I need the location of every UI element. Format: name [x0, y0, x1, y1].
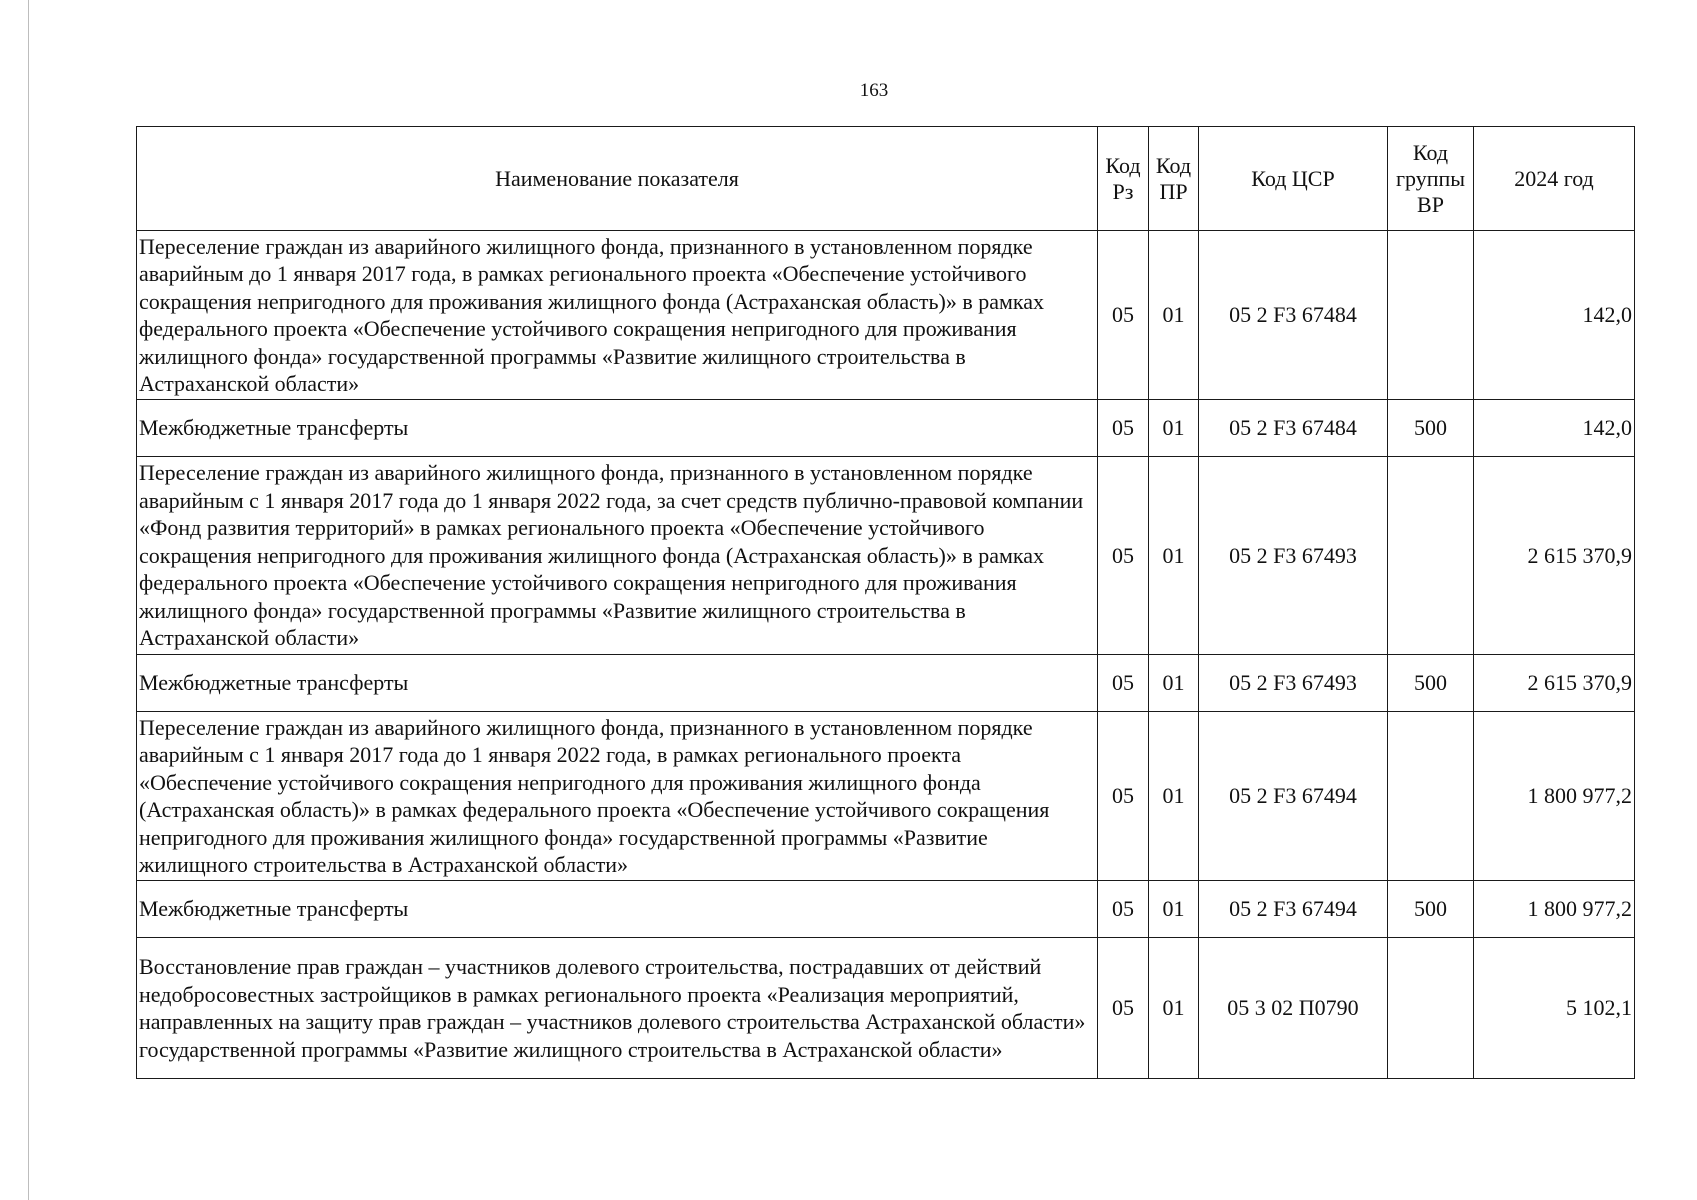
cell-csr: 05 2 F3 67484: [1199, 231, 1388, 400]
header-pr: Код ПР: [1149, 127, 1199, 231]
header-rz: Код Рз: [1098, 127, 1149, 231]
cell-name: Переселение граждан из аварийного жилищного фонда, признанного в установленном порядке аварийным с 1 января 2017 года до 1 января 2022 года, в рамках регионального проекта «Обеспечение устойчивого сокращения непригодного для проживания жилищного фонда (Астраханская область)» в рамках федерального проекта «Обеспечение устойчивого сокращения непригодного для проживания жилищного фонда» государственной программы «Развитие жилищного строительства в Астраханской области»: [137, 712, 1098, 881]
cell-amount: 142,0: [1474, 400, 1635, 457]
cell-vr: 500: [1388, 400, 1474, 457]
header-year: 2024 год: [1474, 127, 1635, 231]
cell-vr: [1388, 457, 1474, 655]
cell-amount: 2 615 370,9: [1474, 655, 1635, 712]
header-csr: Код ЦСР: [1199, 127, 1388, 231]
cell-amount: 1 800 977,2: [1474, 881, 1635, 938]
cell-rz: 05: [1098, 938, 1149, 1079]
cell-csr: 05 2 F3 67484: [1199, 400, 1388, 457]
cell-csr: 05 2 F3 67494: [1199, 712, 1388, 881]
table-row: [137, 231, 1635, 400]
table-row: [137, 712, 1635, 881]
cell-name: Восстановление прав граждан – участников долевого строительства, пострадавших от действий недобросовестных застройщиков в рамках регионального проекта «Реализация мероприятий, направленных на защиту прав граждан – участников долевого строительства Астраханской области» государственной программы «Развитие жилищного строительства в Астраханской области»: [137, 938, 1098, 1079]
cell-amount: 1 800 977,2: [1474, 712, 1635, 881]
table-row: [137, 400, 1635, 457]
cell-pr: 01: [1149, 712, 1199, 881]
cell-amount: 2 615 370,9: [1474, 457, 1635, 655]
cell-vr: [1388, 712, 1474, 881]
cell-pr: 01: [1149, 938, 1199, 1079]
table-row: [137, 457, 1635, 655]
cell-amount: 5 102,1: [1474, 938, 1635, 1079]
cell-rz: 05: [1098, 655, 1149, 712]
table-header-row: [137, 127, 1635, 231]
table-row: [137, 938, 1635, 1079]
cell-vr: 500: [1388, 655, 1474, 712]
cell-name: Межбюджетные трансферты: [137, 400, 1098, 457]
cell-csr: 05 2 F3 67494: [1199, 881, 1388, 938]
cell-amount: 142,0: [1474, 231, 1635, 400]
table-row: [137, 881, 1635, 938]
cell-csr: 05 3 02 П0790: [1199, 938, 1388, 1079]
cell-pr: 01: [1149, 457, 1199, 655]
cell-rz: 05: [1098, 231, 1149, 400]
header-vr: Код группы ВР: [1388, 127, 1474, 231]
cell-rz: 05: [1098, 457, 1149, 655]
page-number: 163: [859, 80, 889, 101]
cell-pr: 01: [1149, 231, 1199, 400]
budget-table: [136, 126, 1635, 1079]
cell-vr: [1388, 231, 1474, 400]
cell-name: Межбюджетные трансферты: [137, 655, 1098, 712]
cell-csr: 05 2 F3 67493: [1199, 655, 1388, 712]
header-name: Наименование показателя: [137, 127, 1098, 231]
cell-rz: 05: [1098, 712, 1149, 881]
cell-name: Межбюджетные трансферты: [137, 881, 1098, 938]
scan-edge-line: [28, 0, 29, 1200]
cell-pr: 01: [1149, 881, 1199, 938]
cell-name: Переселение граждан из аварийного жилищного фонда, признанного в установленном порядке аварийным с 1 января 2017 года до 1 января 2022 года, за счет средств публично-правовой компании «Фонд развития территорий» в рамках регионального проекта «Обеспечение устойчивого сокращения непригодного для проживания жилищного фонда (Астраханская область)» в рамках федерального проекта «Обеспечение устойчивого сокращения непригодного для проживания жилищного фонда» государственной программы «Развитие жилищного строительства в Астраханской области»: [137, 457, 1098, 655]
cell-pr: 01: [1149, 655, 1199, 712]
cell-rz: 05: [1098, 881, 1149, 938]
cell-rz: 05: [1098, 400, 1149, 457]
table-row: [137, 655, 1635, 712]
cell-vr: 500: [1388, 881, 1474, 938]
cell-name: Переселение граждан из аварийного жилищного фонда, признанного в установленном порядке аварийным до 1 января 2017 года, в рамках регионального проекта «Обеспечение устойчивого сокращения непригодного для проживания жилищного фонда (Астраханская область)» в рамках федерального проекта «Обеспечение устойчивого сокращения непригодного для проживания жилищного фонда» государственной программы «Развитие жилищного строительства в Астраханской области»: [137, 231, 1098, 400]
cell-pr: 01: [1149, 400, 1199, 457]
cell-vr: [1388, 938, 1474, 1079]
cell-csr: 05 2 F3 67493: [1199, 457, 1388, 655]
